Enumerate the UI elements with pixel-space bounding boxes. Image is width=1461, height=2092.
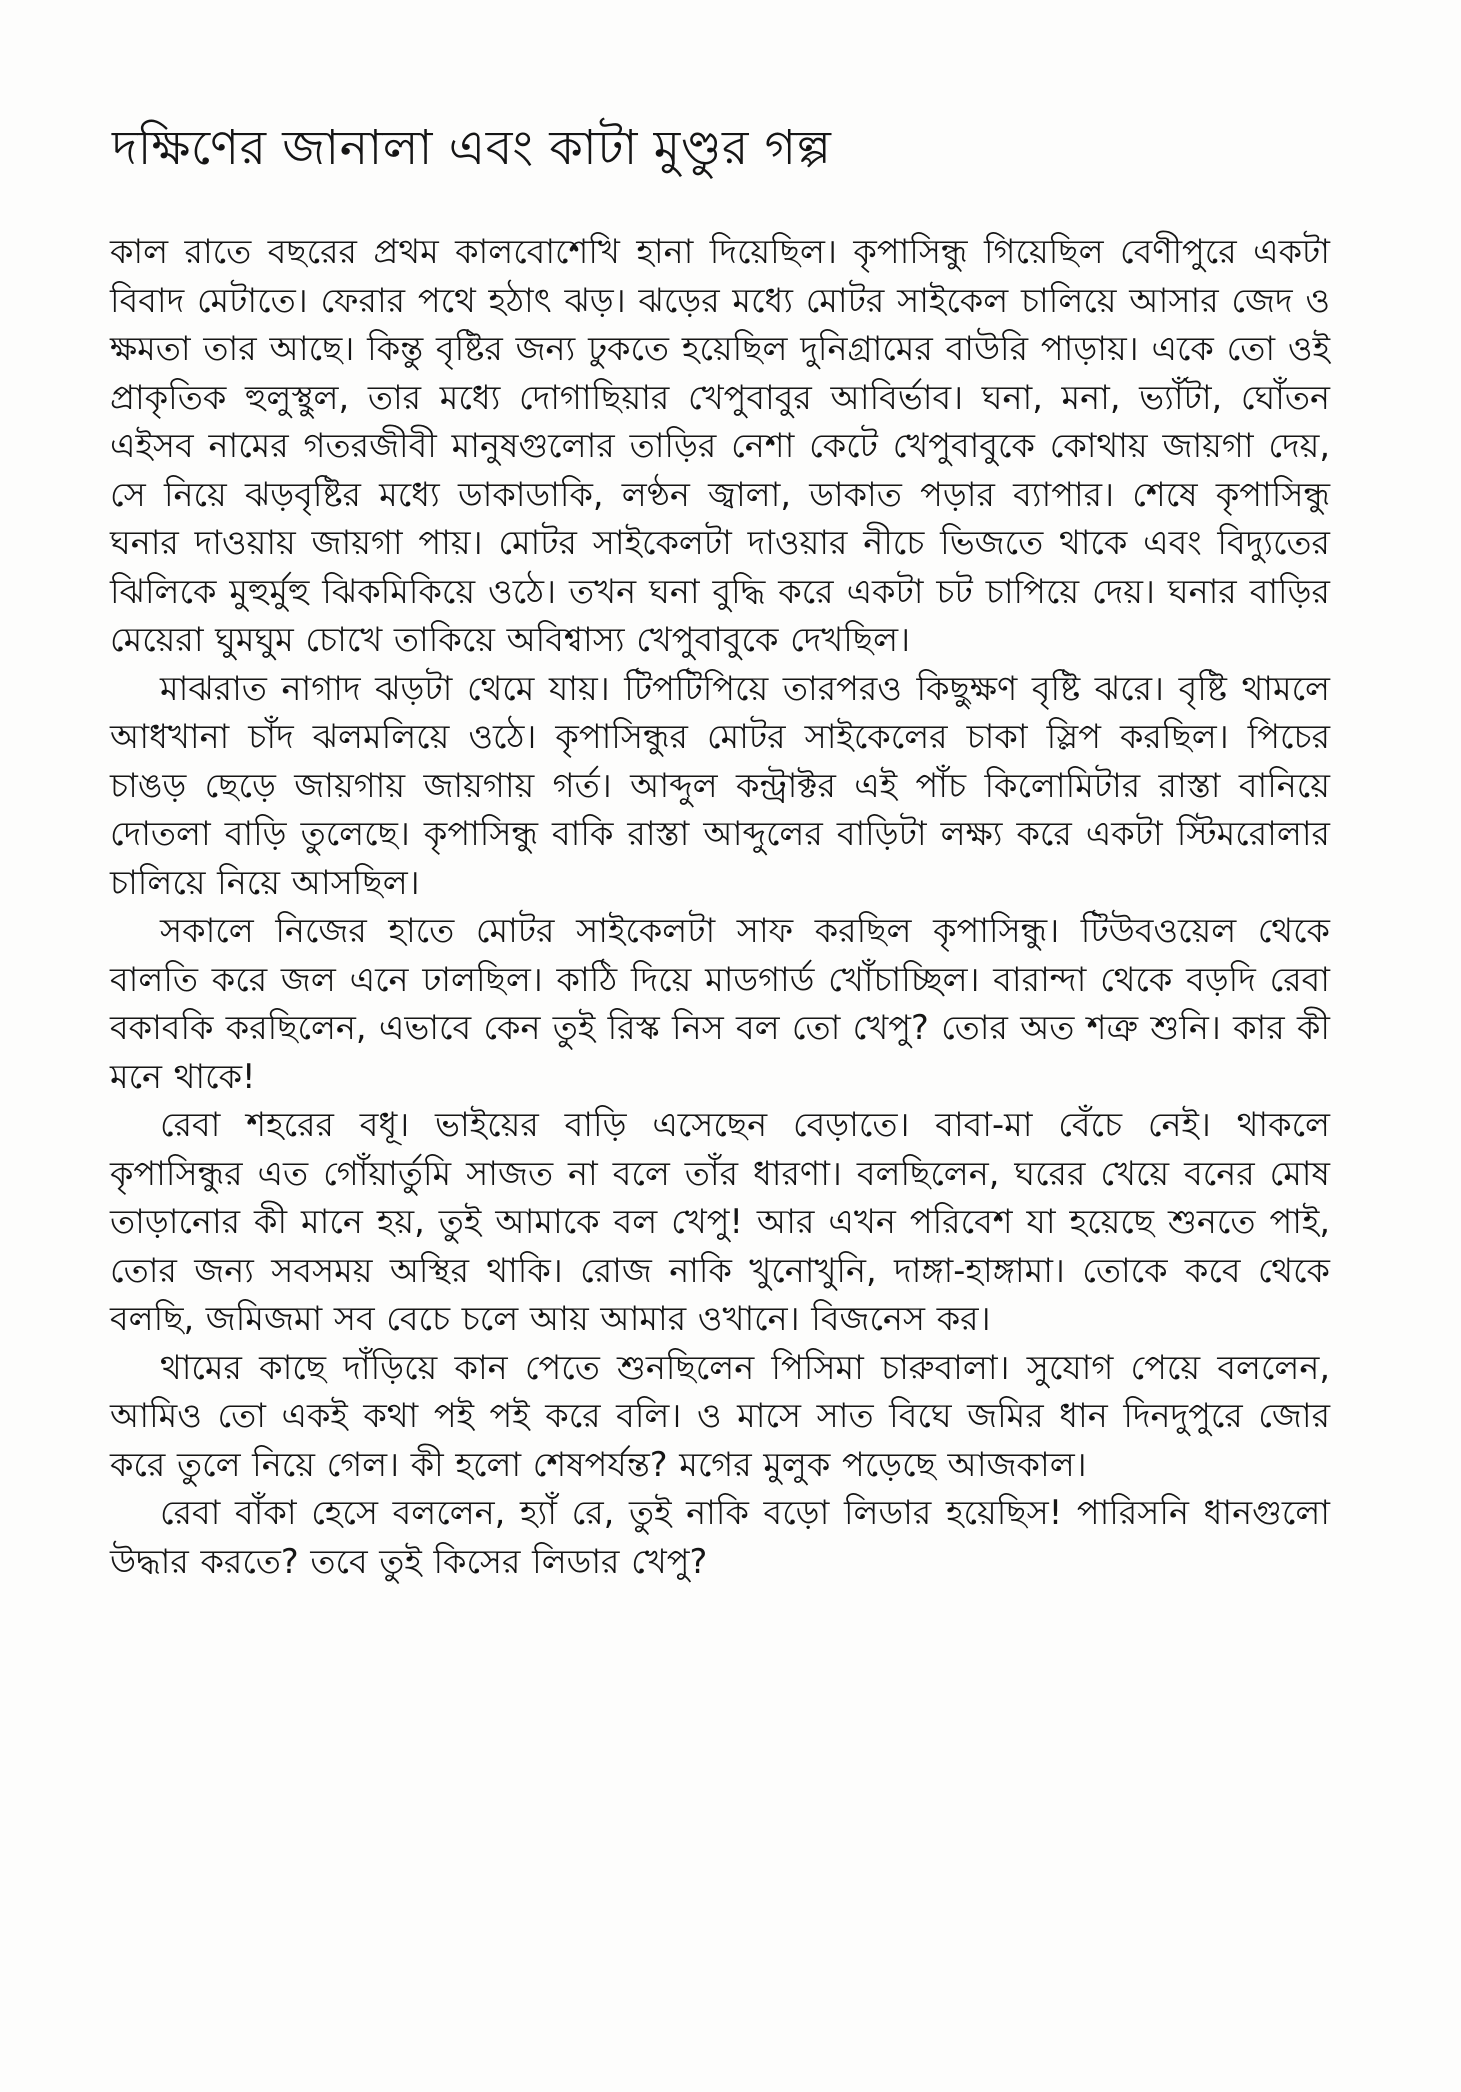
paragraph-4: রেবা শহরের বধূ। ভাইয়ের বাড়ি এসেছেন বেড়াতে। বাবা-মা বেঁচে নেই। থাকলে কৃপাসিন্ধুর এত গোঁয়ার্তুমি সাজত না বলে তাঁর ধারণা। বলছিলেন, ঘরের খেয়ে বনের মোষ তাড়ানোর কী মানে হয়, তুই আমাকে বল খেপু! আর এখন পরিবেশ যা হয়েছে শুনতে পাই, তোর জন্য সবসময় অস্থির থাকি। রোজ নাকি খুনোখুনি, দাঙ্গা-হাঙ্গামা। তোকে কবে থেকে বলছি, জমিজমা সব বেচে চলে আয় আমার ওখানে। বিজনেস কর। <box>110 1105 1330 1338</box>
story-body <box>110 228 1330 1586</box>
paragraph-1: কাল রাতে বছরের প্রথম কালবোশেখি হানা দিয়েছিল। কৃপাসিন্ধু গিয়েছিল বেণীপুরে একটা বিবাদ মেটাতে। ফেরার পথে হঠাৎ ঝড়। ঝড়ের মধ্যে মোটর সাইকেল চালিয়ে আসার জেদ ও ক্ষমতা তার আছে। কিন্তু বৃষ্টির জন্য ঢুকতে হয়েছিল দুনিগ্রামের বাউরি পাড়ায়। একে তো ওই প্রাকৃতিক হুলুস্থুল, তার মধ্যে দোগাছিয়ার খেপুবাবুর আবির্ভাব। ঘনা, মনা, ভ্যাঁটা, ঘোঁতন এইসব নামের গতরজীবী মানুষগুলোর তাড়ির নেশা কেটে খেপুবাবুকে কোথায় জায়গা দেয়, সে নিয়ে ঝড়বৃষ্টির মধ্যে ডাকাডাকি, লণ্ঠন জ্বালা, ডাকাত পড়ার ব্যাপার। শেষে কৃপাসিন্ধু ঘনার দাওয়ায় জায়গা পায়। মোটর সাইকেলটা দাওয়ার নীচে ভিজতে থাকে এবং বিদ্যুতের ঝিলিকে মুহুর্মুহু ঝিকমিকিয়ে ওঠে। তখন ঘনা বুদ্ধি করে একটা চট চাপিয়ে দেয়। ঘনার বাড়ির মেয়েরা ঘুমঘুম চোখে তাকিয়ে অবিশ্বাস্য খেপুবাবুকে দেখছিল। <box>110 232 1330 659</box>
paragraph-2: মাঝরাত নাগাদ ঝড়টা থেমে যায়। টিপটিপিয়ে তারপরও কিছুক্ষণ বৃষ্টি ঝরে। বৃষ্টি থামলে আধখানা চাঁদ ঝলমলিয়ে ওঠে। কৃপাসিন্ধুর মোটর সাইকেলের চাকা স্লিপ করছিল। পিচের চাঙড় ছেড়ে জায়গায় জায়গায় গর্ত। আব্দুল কন্ট্রাক্টর এই পাঁচ কিলোমিটার রাস্তা বানিয়ে দোতলা বাড়ি তুলেছে। কৃপাসিন্ধু বাকি রাস্তা আব্দুলের বাড়িটা লক্ষ্য করে একটা স্টিমরোলার চালিয়ে নিয়ে আসছিল। <box>110 668 1330 902</box>
story-title: দক্ষিণের জানালা এবং কাটা মুণ্ডুর গল্প <box>112 120 832 176</box>
paragraph-5: থামের কাছে দাঁড়িয়ে কান পেতে শুনছিলেন পিসিমা চারুবালা। সুযোগ পেয়ে বললেন, আমিও তো একই কথা পই পই করে বলি। ও মাসে সাত বিঘে জমির ধান দিনদুপুরে জোর করে তুলে নিয়ে গেল। কী হলো শেষপর্যন্ত? মগের মুলুক পড়েছে আজকাল। <box>110 1347 1330 1484</box>
paragraph-3: সকালে নিজের হাতে মোটর সাইকেলটা সাফ করছিল কৃপাসিন্ধু। টিউবওয়েল থেকে বালতি করে জল এনে ঢালছিল। কাঠি দিয়ে মাডগার্ড খোঁচাচ্ছিল। বারান্দা থেকে বড়দি রেবা বকাবকি করছিলেন, এভাবে কেন তুই রিস্ক নিস বল তো খেপু? তোর অত শত্রু শুনি। কার কী মনে থাকে! <box>110 911 1330 1096</box>
paragraph-6: রেবা বাঁকা হেসে বললেন, হ্যাঁ রে, তুই নাকি বড়ো লিডার হয়েছিস! পারিসনি ধানগুলো উদ্ধার করতে? তবে তুই কিসের লিডার খেপু? <box>110 1493 1330 1581</box>
